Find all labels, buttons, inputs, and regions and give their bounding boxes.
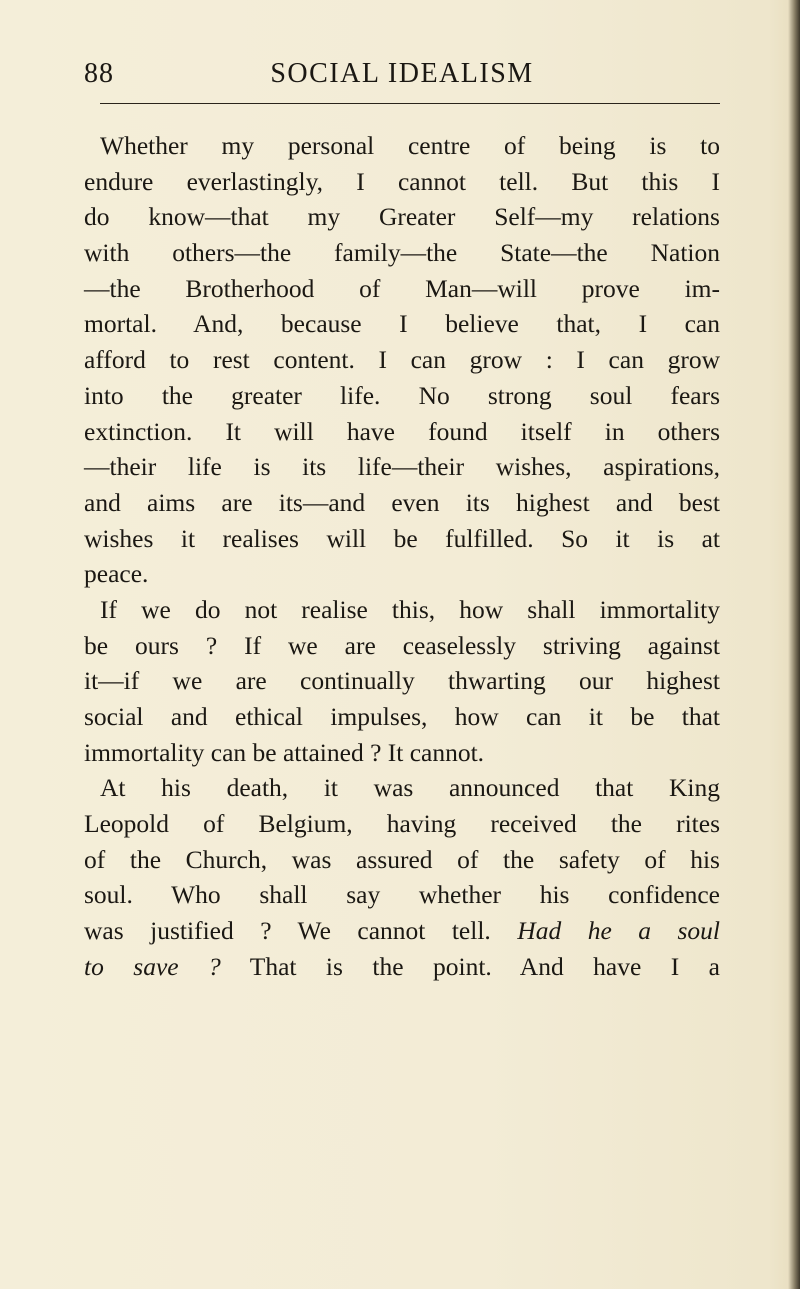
text-segment: was justified ? We cannot tell.: [84, 916, 491, 946]
page-number: 88: [84, 58, 114, 89]
running-head: SOCIAL IDEALISM: [270, 58, 534, 89]
text-line: with others—the family—the State—the Nation: [84, 238, 720, 268]
header-rule: [100, 103, 720, 104]
text-line: endure everlastingly, I cannot tell. But this I: [84, 166, 720, 196]
text-line: be ours ? If we are ceaselessly striving against: [84, 630, 720, 660]
text-line-mixed: [84, 913, 720, 949]
page-edge-shadow: [788, 0, 800, 1289]
text-line: soul. Who shall say whether his confidence: [84, 880, 720, 910]
italic-phrase: Had he a soul: [517, 916, 721, 946]
text-line: extinction. It will have found itself in others: [84, 416, 720, 446]
text-line: of the Church, was assured of the safety of his: [84, 844, 720, 874]
text-line: immortality can be attained ? It cannot.: [84, 737, 485, 767]
text-line-mixed: [84, 949, 720, 985]
text-line: If we do not realise this, how shall immortality: [100, 594, 720, 624]
text-line: into the greater life. No strong soul fears: [84, 380, 720, 410]
text-line: social and ethical impulses, how can it be that: [84, 702, 720, 731]
text-line: —the Brotherhood of Man—will prove im-: [84, 273, 720, 303]
text-line: At his death, it was announced that King: [100, 773, 720, 803]
italic-phrase: to save ?: [84, 951, 221, 981]
body-text: [84, 128, 720, 985]
text-line: and aims are its—and even its highest and best: [84, 487, 720, 517]
text-line: do know—that my Greater Self—my relations: [84, 202, 720, 232]
text-line: —their life is its life—their wishes, aspirations,: [84, 452, 720, 482]
text-line: Leopold of Belgium, having received the rites: [84, 809, 720, 839]
text-line: afford to rest content. I can grow : I can grow: [84, 345, 720, 375]
text-line: it—if we are continually thwarting our highest: [84, 666, 720, 696]
text-line: mortal. And, because I believe that, I can: [84, 309, 720, 339]
text-line: wishes it realises will be fulfilled. So it is at: [84, 523, 720, 553]
text-line: Whether my personal centre of being is to: [100, 131, 720, 160]
page-header: [84, 58, 720, 98]
text-segment: That is the point. And have I a: [249, 951, 720, 981]
text-line: peace.: [84, 559, 149, 589]
